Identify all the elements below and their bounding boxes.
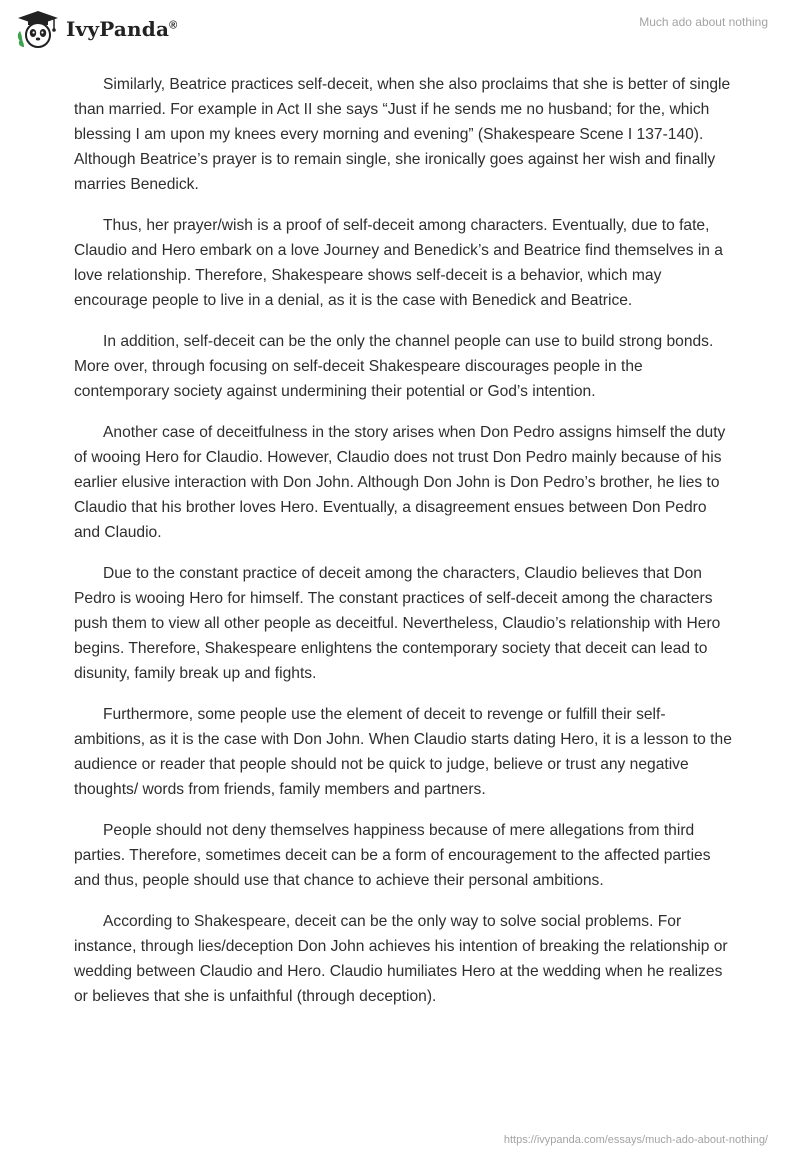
source-url[interactable]: https://ivypanda.com/essays/much-ado-about-nothing/ (503, 1134, 768, 1146)
paragraph: Another case of deceitfulness in the story arises when Don Pedro assigns himself the duty of wooing Hero for Claudio. However, Claudio does not trust Don Pedro mainly because of his earlier elusive interaction with Don John. Although Don John is Don Pedro’s brother, he lies to Claudio that his brother loves Hero. Eventually, a disagreement ensues between Don Pedro and Claudio. (74, 424, 726, 541)
panda-graduate-icon (16, 9, 60, 49)
essay-body (74, 72, 734, 1025)
ivypanda-logo[interactable] (16, 9, 177, 49)
document-title: Much ado about nothing (639, 15, 768, 29)
paragraph: Thus, her prayer/wish is a proof of self-deceit among characters. Eventually, due to fate, Claudio and Hero embark on a love Journey and Benedick’s and Beatrice find themselves in a love relationship. Therefore, Shakespeare shows self-deceit is a behavior, which may encourage people to live in a denial, as it is the case with Benedick and Beatrice. (74, 217, 723, 309)
paragraph: According to Shakespeare, deceit can be the only way to solve social problems. For instance, through lies/deception Don John achieves his intention of breaking the relationship or wedding between Claudio and Hero. Claudio humiliates Hero at the wedding when he realizes or believes that she is unfaithful (through deception). (74, 913, 728, 1005)
logo-text: IvyPanda® (66, 17, 178, 41)
paragraph: People should not deny themselves happiness because of mere allegations from third parties. Therefore, sometimes deceit can be a form of encouragement to the affected parties and thus, people should use that chance to achieve their personal ambitions. (74, 822, 711, 889)
paragraph: Furthermore, some people use the element of deceit to revenge or fulfill their self-ambitions, as it is the case with Don John. When Claudio starts dating Hero, it is a lesson to the audience or reader that people should not be quick to judge, believe or trust any negative thoughts/ words from friends, family members and partners. (74, 706, 732, 798)
paragraph: Due to the constant practice of deceit among the characters, Claudio believes that Don Pedro is wooing Hero for himself. The constant practices of self-deceit among the characters push them to view all other people as deceitful. Nevertheless, Claudio’s relationship with Hero begins. Therefore, Shakespeare enlightens the contemporary society that deceit can lead to disunity, family break up and fights. (74, 565, 721, 682)
paragraph: Similarly, Beatrice practices self-deceit, when she also proclaims that she is better of single than married. For example in Act II she says “Just if he sends me no husband; for the, which blessing I am upon my knees every morning and evening” (Shakespeare Scene I 137-140). Although Beatrice’s prayer is to remain single, she ironically goes against her wish and finally marries Benedick. (74, 76, 731, 193)
page-header (0, 0, 800, 60)
registered-mark: ® (169, 19, 178, 32)
paragraph: In addition, self-deceit can be the only the channel people can use to build strong bonds. More over, through focusing on self-deceit Shakespeare discourages people in the contemporary society against undermining their potential or God’s intention. (74, 333, 714, 400)
